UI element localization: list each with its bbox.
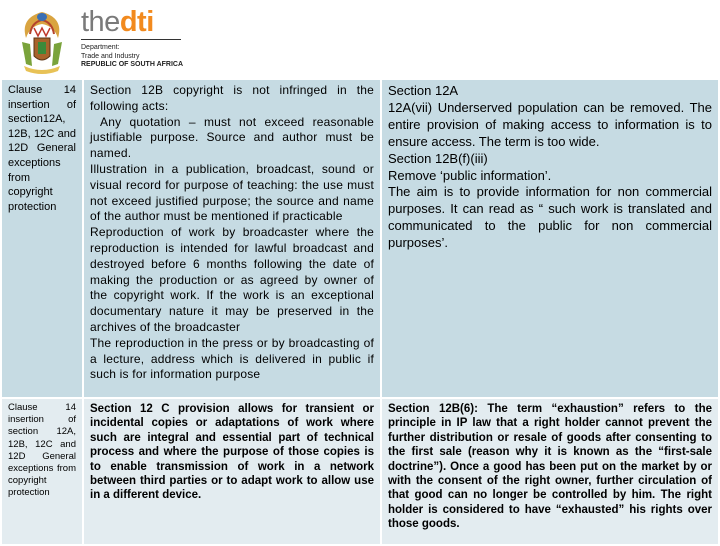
provision-text: Any quotation – must not exceed reasonable justifiable purpose. Source and author must be named. xyxy=(90,114,374,161)
dept-line1: Department: xyxy=(81,44,120,51)
provision-text: The reproduction in the press or by broadcasting of a lecture, address which is delivered in public if such is for information purpose xyxy=(90,335,374,382)
dti-logo: thedti xyxy=(81,6,154,38)
table-row xyxy=(1,79,719,398)
dept-line3: REPUBLIC OF SOUTH AFRICA xyxy=(81,61,184,68)
provision-cell: Section 12 C provision allows for transient or incidental copies or adaptations of work where such are integral and essential part of technical process and where the purpose of those copies is to enable transmission of work in a network between third parties or to adapt work to allow use in a different device. xyxy=(83,398,381,545)
provision-text: Section 12B copyright is not infringed in the following acts: xyxy=(90,83,374,113)
comment-text: Section 12B(f)(iii) xyxy=(388,150,488,166)
provision-cell xyxy=(83,79,381,398)
logo-rule xyxy=(81,39,181,40)
department-text xyxy=(81,44,183,70)
table-row xyxy=(1,398,719,545)
clause-label-cell: Clause 14 insertion of section12A, 12B, 12C and 12D General exceptions from copyright protection xyxy=(1,79,83,398)
coat-of-arms-icon xyxy=(16,8,68,76)
provision-text: Reproduction of work by broadcaster where the reproduction is intended for lawful broadcast and destroyed before 6 months following the date of making the production or as agreed by owner of the copyright work. If the work is an exceptional documentary nature it may be preserved in the archives of the broadcaster xyxy=(90,225,374,334)
slide-header xyxy=(0,0,720,78)
comment-cell: Section 12B(6): The term “exhaustion” refers to the principle in IP law that a right holder cannot prevent the further distribution or resale of goods after consenting to the first sale (reason why it is known as the “first-sale doctrine”). Once a good has been put on the market by or with the consent of the right owner, further circulation of that good can no longer be controlled by him. The right holder is considered to have “exhausted” his rights over those goods. xyxy=(381,398,719,545)
comment-cell xyxy=(381,79,719,398)
comment-text: 12A(vii) Underserved population can be removed. The entire provision of making access to information is to ensure access. The term is too wide. xyxy=(388,99,712,149)
comments-table xyxy=(0,78,720,546)
dept-line2: Trade and Industry xyxy=(81,52,140,60)
comment-text: Remove ‘public information’. xyxy=(388,167,552,183)
clause-label-cell: Clause 14 insertion of section 12A, 12B, 12C and 12D General exceptions from copyright protection xyxy=(1,398,83,545)
provision-text: Illustration in a publication, broadcast, sound or visual record for purpose of teaching: the use must not exceed justified purpose; the source and name of the author must be mentioned if practicable xyxy=(90,161,374,224)
comment-text: The aim is to provide information for non commercial purposes. It can read as “ such work is translated and communicated to the public for non commercial purposes’. xyxy=(388,184,712,251)
comment-text: Section 12A xyxy=(388,83,459,98)
